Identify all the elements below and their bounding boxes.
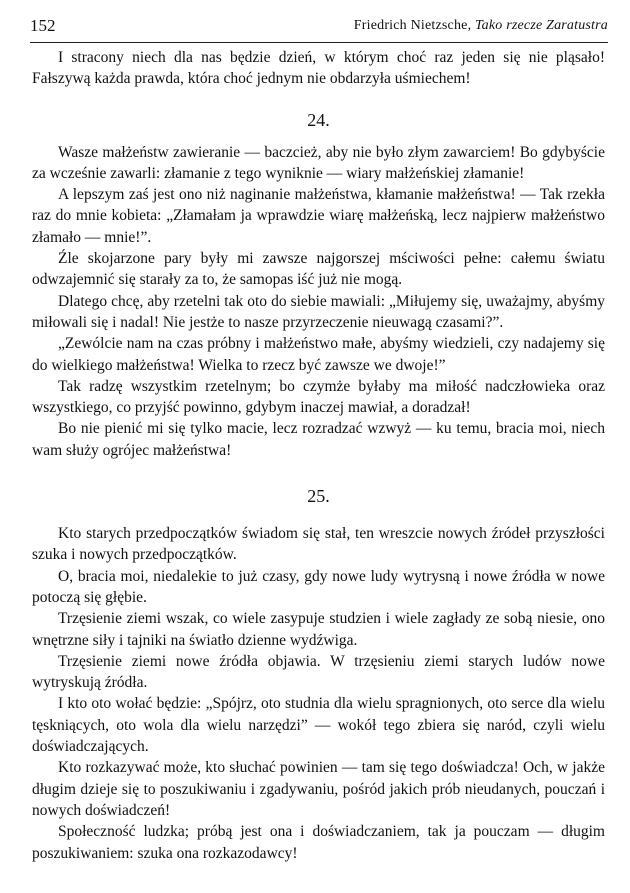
paragraph: Kto rozkazywać może, kto słuchać powinien — tam się tego doświadcza! Och, w jakże długim dzieje się to poszukiwaniu i zgadywaniu, pośród jakich prób nieudanych, pouczań i nowych doświadczeń! bbox=[32, 759, 605, 819]
paragraph: O, bracia moi, niedalekie to już czasy, gdy nowe ludy wytrysną i nowe źródła w nowe potoczą się głębie. bbox=[32, 567, 605, 606]
paragraph: I stracony niech dla nas będzie dzień, w którym choć raz jeden się nie pląsało! Fałszywą każda prawda, która choć jednym nie obdarzyła uśmiechem! bbox=[32, 49, 605, 88]
page-body bbox=[32, 47, 605, 864]
paragraph: Wasze małżeństw zawieranie — baczcież, aby nie było złym zawarciem! Bo gdybyście za wcześnie zawarli: złamanie z tego wyniknie — wiary małżeńskiej złamanie! bbox=[32, 143, 605, 182]
paragraph: I kto oto wołać będzie: „Spójrz, oto studnia dla wielu spragnionych, oto serce dla wielu tęskniących, oto wola dla wielu narzędzi” — wokół tego zbiera się naród, czyli wielu doświadczających. bbox=[32, 695, 605, 756]
paragraph: Źle skojarzone pary były mi zawsze najgorszej mściwości pełne: całemu światu odwzajemnić się starały za to, że samopas iść już nie mogą. bbox=[32, 250, 605, 289]
paragraph: A lepszym zaś jest ono niż naginanie małżeństwa, kłamanie małżeństwa! — Tak rzekła raz do mnie kobieta: „Złamałam ja wprawdzie wiarę małżeńską, lecz najpierw małżeństwo złamało — mnie!”. bbox=[32, 186, 605, 246]
paragraph: Dlatego chcę, aby rzetelni tak oto do siebie mawiali: „Miłujemy się, uważajmy, abyśmy miłowali się i nadal! Nie jestże to nasze przyrzeczenie nieuwagą czasami?”. bbox=[32, 292, 605, 331]
paragraph: Trzęsienie ziemi nowe źródła objawia. W trzęsieniu ziemi starych ludów nowe wytryskują źródła. bbox=[32, 652, 605, 692]
running-head bbox=[354, 18, 608, 42]
section-heading-25: 25. bbox=[307, 486, 330, 507]
paragraph: Kto starych przedpoczątków świadom się stał, ten wreszcie nowych źródeł przyszłości szuka i nowych przedpoczątków. bbox=[32, 525, 605, 564]
paragraph: Społeczność ludzka; próbą jest ona i doświadczaniem, tak ja pouczam — długim poszukiwaniem: szuka ona rozkazodawcy! bbox=[32, 823, 605, 862]
section-heading-24: 24. bbox=[307, 109, 330, 130]
running-head-author: Friedrich Nietzsche, bbox=[353, 18, 472, 33]
paragraph: Bo nie pienić mi się tylko macie, lecz rozradzać wzwyż — ku temu, bracia moi, niech wam służy ogrójec małżeństwa! bbox=[32, 420, 605, 459]
paragraph: Tak radzę wszystkim rzetelnym; bo czymże byłaby ma miłość nadczłowieka oraz wszystkiego, co przyjść powinno, gdybym inaczej mawiał, a doradzał! bbox=[32, 377, 605, 417]
running-header bbox=[30, 12, 608, 43]
running-head-title: Tako rzecze Zaratustra bbox=[474, 18, 608, 33]
paragraph: Trzęsienie ziemi wszak, co wiele zasypuje studzien i wiele zagłady ze sobą niesie, ono wnętrzne siły i tajniki na światło dzienne wydźwiga. bbox=[32, 610, 605, 649]
page-number: 152 bbox=[30, 16, 56, 35]
paragraph: „Zewólcie nam na czas próbny i małżeństwo małe, abyśmy wiedzieli, czy nadajemy się do wielkiego małżeństwa! Wielka to rzecz być zawsze we dwoje!” bbox=[32, 335, 605, 374]
